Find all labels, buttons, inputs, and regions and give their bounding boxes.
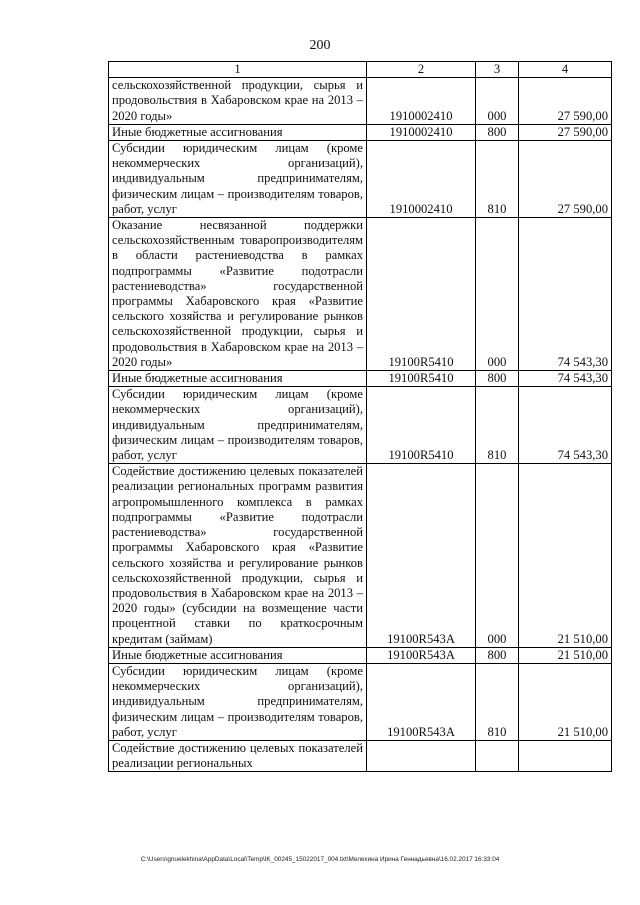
row-type: 810 [476, 663, 519, 740]
row-type [476, 740, 519, 771]
row-amount: 27 590,00 [519, 78, 612, 125]
table-row [109, 218, 612, 371]
row-code [367, 740, 476, 771]
row-amount: 74 543,30 [519, 371, 612, 387]
row-name: Субсидии юридическим лицам (кроме некоммерческих организаций), индивидуальным предпринимателям, физическим лицам – производителям товаров, работ, услуг [109, 387, 367, 464]
row-type: 810 [476, 141, 519, 218]
row-name: Содействие достижению целевых показателей реализации региональных [109, 740, 367, 771]
table-row [109, 464, 612, 647]
row-type: 000 [476, 78, 519, 125]
row-code: 19100R5410 [367, 371, 476, 387]
row-amount: 21 510,00 [519, 464, 612, 647]
row-type: 000 [476, 218, 519, 371]
row-type: 000 [476, 464, 519, 647]
table-row [109, 647, 612, 663]
row-code: 19100R5410 [367, 218, 476, 371]
row-type: 800 [476, 124, 519, 140]
row-name: Иные бюджетные ассигнования [109, 647, 367, 663]
table-row [109, 124, 612, 140]
table-row [109, 740, 612, 771]
column-header-type: 3 [476, 62, 519, 78]
row-code: 19100R543A [367, 663, 476, 740]
table-row [109, 371, 612, 387]
row-code: 1910002410 [367, 124, 476, 140]
row-amount: 27 590,00 [519, 141, 612, 218]
column-header-name: 1 [109, 62, 367, 78]
row-code: 1910002410 [367, 141, 476, 218]
file-path-footer: C:\Users\gnuelekhina\AppData\Local\Temp\IK_00245_15022017_004.txt\Мелехина Ирина Геннадьевна\16.02.2017 16:33:04 [140, 856, 500, 863]
row-amount: 21 510,00 [519, 647, 612, 663]
row-type: 800 [476, 647, 519, 663]
column-header-amount: 4 [519, 62, 612, 78]
row-amount [519, 740, 612, 771]
row-name: Иные бюджетные ассигнования [109, 124, 367, 140]
row-amount: 21 510,00 [519, 663, 612, 740]
row-type: 800 [476, 371, 519, 387]
row-amount: 74 543,30 [519, 387, 612, 464]
page-number: 200 [309, 38, 331, 53]
row-code: 1910002410 [367, 78, 476, 125]
row-amount: 74 543,30 [519, 218, 612, 371]
table-header-row [109, 62, 612, 78]
row-name: Оказание несвязанной поддержки сельскохозяйственным товаропроизводителям в области растениеводства в рамках подпрограммы «Развитие подотрасли растениеводства» государственной программы Хабаровского края «Развитие сельского хозяйства и регулирование рынков сельскохозяйственной продукции, сырья и продовольствия в Хабаровском крае на 2013 – 2020 годы» [109, 218, 367, 371]
table-row [109, 78, 612, 125]
row-code: 19100R543A [367, 647, 476, 663]
row-name: Субсидии юридическим лицам (кроме некоммерческих организаций), индивидуальным предпринимателям, физическим лицам – производителям товаров, работ, услуг [109, 141, 367, 218]
table-row [109, 387, 612, 464]
table-row [109, 141, 612, 218]
row-name: Содействие достижению целевых показателей реализации региональных программ развития агропромышленного комплекса в рамках подпрограммы «Развитие подотрасли растениеводства» государственной программы Хабаровского края «Развитие сельского хозяйства и регулирование рынков сельскохозяйственной продукции, сырья и продовольствия в Хабаровском крае на 2013 – 2020 годы» (субсидии на возмещение части процентной ставки по краткосрочным кредитам (займам) [109, 464, 367, 647]
row-code: 19100R543A [367, 464, 476, 647]
row-name: Иные бюджетные ассигнования [109, 371, 367, 387]
table-row [109, 663, 612, 740]
row-code: 19100R5410 [367, 387, 476, 464]
row-name: Субсидии юридическим лицам (кроме некоммерческих организаций), индивидуальным предпринимателям, физическим лицам – производителям товаров, работ, услуг [109, 663, 367, 740]
column-header-code: 2 [367, 62, 476, 78]
row-amount: 27 590,00 [519, 124, 612, 140]
row-name: сельскохозяйственной продукции, сырья и продовольствия в Хабаровском крае на 2013 – 2020 годы» [109, 78, 367, 125]
budget-table [108, 61, 612, 772]
row-type: 810 [476, 387, 519, 464]
